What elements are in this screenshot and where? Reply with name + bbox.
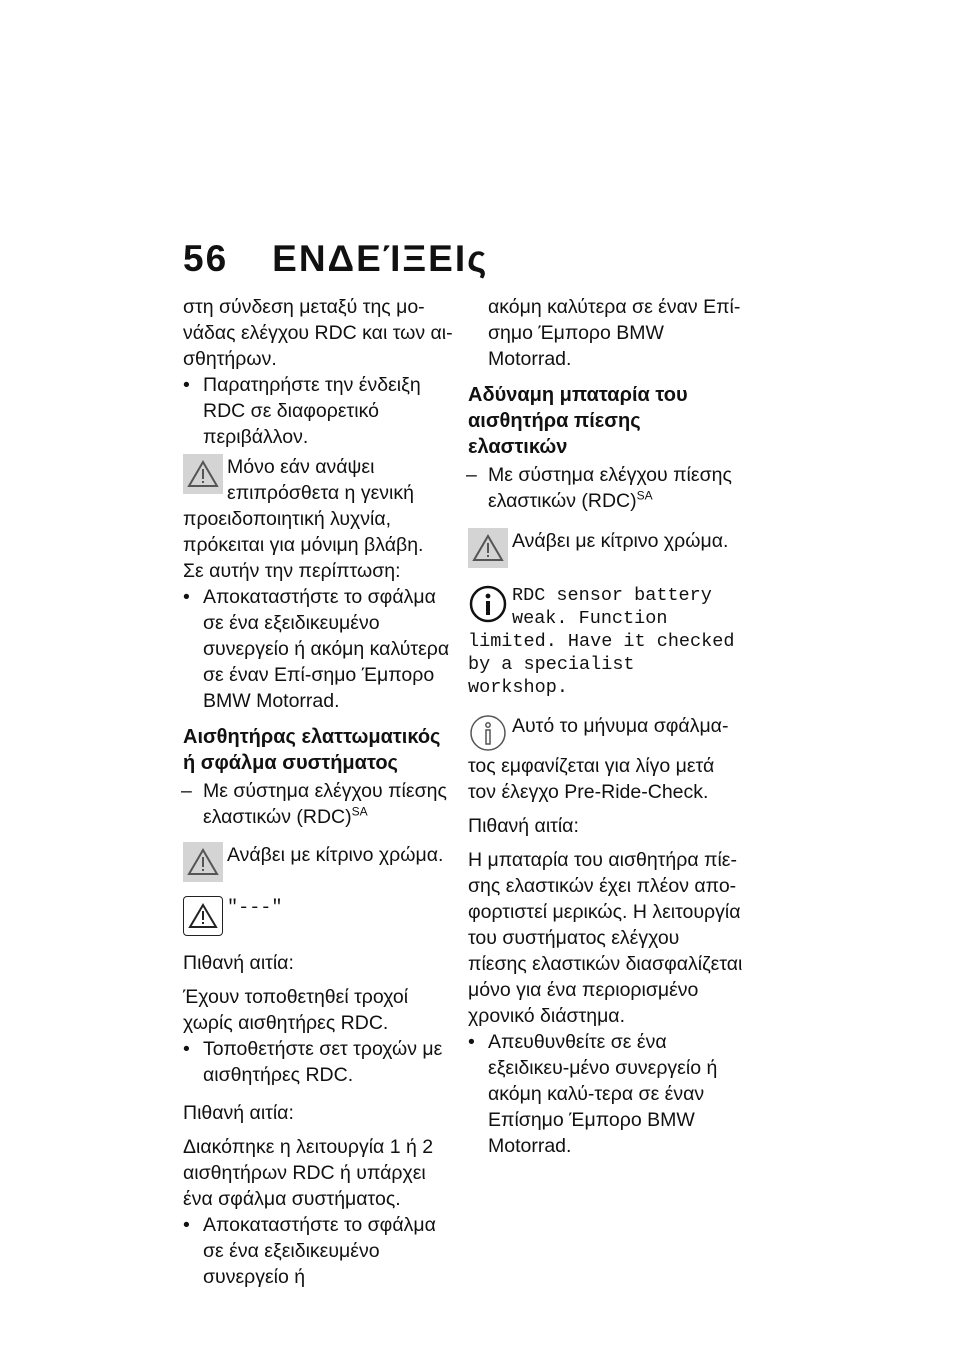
warning-triangle-icon <box>183 842 223 882</box>
sa-superscript: SA <box>636 488 653 503</box>
warning-text: Ανάβει με κίτρινο χρώμα. <box>227 844 444 866</box>
cause-label: Πιθανή αιτία: <box>468 815 579 837</box>
bullet-item: • Τοποθετήστε σετ τροχών με αισθητήρες RDC. <box>183 1036 458 1088</box>
dash-item: – Με σύστημα ελέγχου πίεσης ελαστικών (RDC)$^{SA}$ <box>183 778 458 830</box>
warning-frame-icon <box>183 896 223 936</box>
display-message <box>468 584 743 630</box>
info-outline-icon <box>468 713 508 753</box>
bullet-item: • Απευθυνθείτε σε ένα εξειδικευ-μένο συνεργείο ή ακόμη καλύ-τερα σε έναν Επίσημο Έμπορο BMW Motorrad. <box>468 1029 743 1159</box>
paragraph: Διακόπηκε η λειτουργία 1 ή 2 αισθητήρων RDC ή υπάρχει ένα σφάλμα συστήματος. <box>183 1136 434 1210</box>
warning-note <box>468 528 743 568</box>
warning-triangle-icon <box>183 454 223 494</box>
cause-label: Πιθανή αιτία: <box>183 952 294 974</box>
page-number: 56 <box>183 238 229 279</box>
info-circle-icon <box>468 584 508 624</box>
info-text-cont: τος εμφανίζεται για λίγο μετά τον έλεγχο Pre-Ride-Check. <box>468 755 715 803</box>
message-text-cont: limited. Have it checked by a specialist workshop. <box>468 631 735 698</box>
info-note <box>468 713 743 753</box>
display-text: "---" <box>227 897 283 918</box>
warning-note <box>183 454 458 506</box>
left-column <box>183 294 458 1290</box>
warning-triangle-icon <box>468 528 508 568</box>
warning-note <box>183 842 458 882</box>
display-indicator <box>183 896 458 936</box>
paragraph: Σε αυτήν την περίπτωση: <box>183 560 401 582</box>
bullet-item: • Αποκαταστήστε το σφάλμα σε ένα εξειδικευμένο συνεργείο ή <box>183 1212 458 1290</box>
paragraph: Έχουν τοποθετηθεί τροχοί χωρίς αισθητήρες RDC. <box>183 986 409 1034</box>
warning-text-cont: προειδοποιητική λυχνία, πρόκειται για μόνιμη βλάβη. <box>183 508 424 556</box>
page-header <box>183 238 488 280</box>
page-title: ΕΝΔΕΊΞΕΙς <box>272 238 489 279</box>
section-heading: Αισθητήρας ελαττωματικός ή σφάλμα συστήματος <box>183 726 441 774</box>
paragraph: ακόμη καλύτερα σε έναν Επί-σημο Έμπορο BMW Motorrad. <box>488 296 741 370</box>
paragraph: Η μπαταρία του αισθητήρα πίε-σης ελαστικών έχει πλέον απο-φορτιστεί μερικώς. Η λειτουργία του συστήματος ελέγχου πίεσης ελαστικών διασφαλίζεται μόνο για ένα περιορισμένο χρονικό διάστημα. <box>468 849 743 1027</box>
message-text: RDC sensor battery weak. Function <box>512 585 712 629</box>
bullet-item: • Αποκαταστήστε το σφάλμα σε ένα εξειδικευμένο συνεργείο ή ακόμη καλύτερα σε έναν Επί-σημο Έμπορο BMW Motorrad. <box>183 584 458 714</box>
warning-text: Μόνο εάν ανάψει επιπρόσθετα η γενική <box>227 456 414 504</box>
warning-text: Ανάβει με κίτρινο χρώμα. <box>512 530 729 552</box>
section-heading: Αδύναμη μπαταρία του αισθητήρα πίεσης ελαστικών <box>468 384 688 458</box>
right-column <box>468 294 743 1159</box>
cause-label: Πιθανή αιτία: <box>183 1102 294 1124</box>
info-text: Αυτό το μήνυμα σφάλμα- <box>512 715 729 737</box>
sa-superscript: SA <box>351 804 368 819</box>
bullet-item: • Παρατηρήστε την ένδειξη RDC σε διαφορετικό περιβάλλον. <box>183 372 458 450</box>
paragraph: στη σύνδεση μεταξύ της μο-νάδας ελέγχου RDC και των αι-σθητήρων. <box>183 296 453 370</box>
dash-item: – Με σύστημα ελέγχου πίεσης ελαστικών (RDC)$^{SA}$ <box>468 462 743 514</box>
